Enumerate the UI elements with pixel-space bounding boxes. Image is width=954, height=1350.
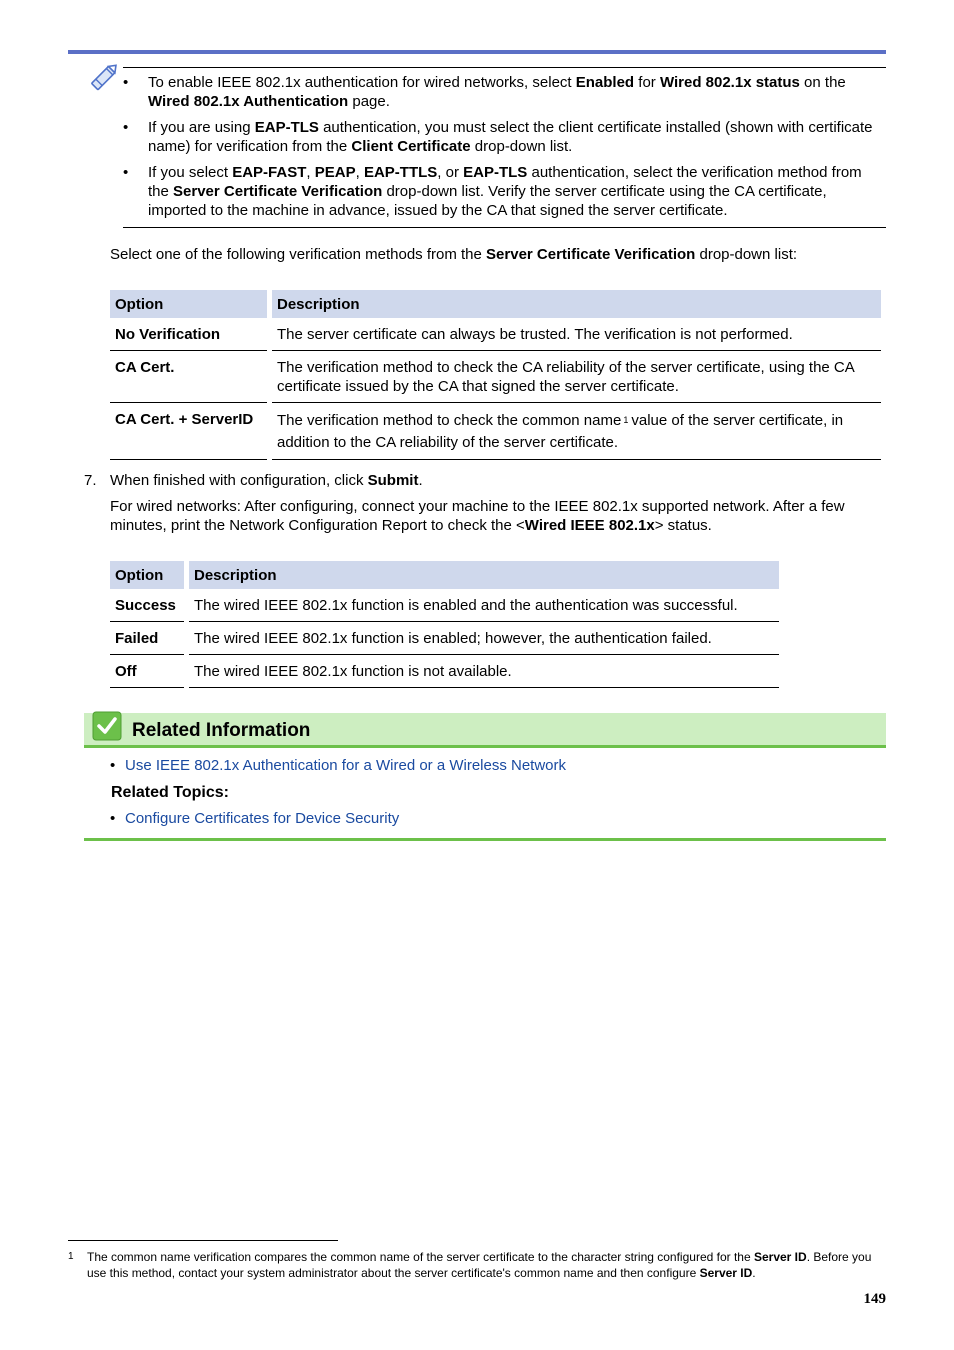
footnote-reference: 1 bbox=[623, 415, 629, 425]
option-cell: CA Cert. bbox=[110, 351, 267, 403]
bullet: • bbox=[110, 810, 116, 827]
bullet: • bbox=[110, 757, 116, 774]
description-cell: The wired IEEE 802.1x function is enabled; however, the authentication failed. bbox=[189, 622, 779, 655]
related-information-title: Related Information bbox=[132, 720, 311, 741]
note-item: • If you select EAP-FAST, PEAP, EAP-TTLS, or EAP-TLS authentication, select the verification method from the Server Certificate Verification drop-down list. Verify the server certificate using the CA certificate, imported to the machine in advance, issued by the CA that signed the server certificate. bbox=[123, 163, 886, 220]
option-cell: No Verification bbox=[110, 318, 267, 351]
footnote-text: The common name verification compares the common name of the server certificate to the character string configured for the Server ID. Before you use this method, contact your system administrator about the server certificate's common name and then configure Server ID. bbox=[87, 1250, 872, 1280]
top-bar bbox=[68, 50, 886, 54]
pencil-note-icon bbox=[88, 60, 122, 94]
table-row bbox=[110, 655, 779, 688]
option-cell: Success bbox=[110, 589, 184, 622]
checkmark-icon bbox=[92, 711, 122, 741]
description-cell: The wired IEEE 802.1x function is enabled and the authentication was successful. bbox=[189, 589, 779, 622]
step-text: When finished with configuration, click Submit. bbox=[110, 472, 423, 489]
option-cell: Off bbox=[110, 655, 184, 688]
table-row bbox=[110, 318, 881, 351]
note-item: • If you are using EAP-TLS authentication, you must select the client certificate installed (shown with certificate name) for verification from the Client Certificate drop-down list. bbox=[123, 118, 886, 156]
page-number: 149 bbox=[863, 1291, 886, 1307]
option-cell: CA Cert. + ServerID bbox=[110, 403, 267, 460]
description-cell: The wired IEEE 802.1x function is not available. bbox=[189, 655, 779, 688]
table-row bbox=[110, 351, 881, 403]
column-header-description: Description bbox=[272, 290, 881, 318]
table-row bbox=[110, 403, 881, 460]
related-information-section bbox=[84, 713, 886, 827]
table-row bbox=[110, 589, 779, 622]
note-item: • To enable IEEE 802.1x authentication for wired networks, select Enabled for Wired 802.1x status on the Wired 802.1x Authentication page. bbox=[123, 73, 886, 111]
footnote-number: 1 bbox=[68, 1251, 74, 1262]
link-ieee-8021x-authentication[interactable]: Use IEEE 802.1x Authentication for a Wired or a Wireless Network bbox=[125, 757, 567, 774]
verification-methods-table bbox=[110, 290, 881, 460]
related-topics-label: Related Topics: bbox=[111, 784, 229, 801]
option-cell: Failed bbox=[110, 622, 184, 655]
table-header-row bbox=[110, 561, 779, 589]
column-header-option: Option bbox=[110, 561, 184, 589]
footnote-rule bbox=[68, 1240, 338, 1241]
link-configure-certificates[interactable]: Configure Certificates for Device Security bbox=[125, 810, 400, 827]
related-information-header bbox=[84, 713, 886, 748]
description-cell: The verification method to check the CA reliability of the server certificate, using the CA certificate issued by the CA that signed the server certificate. bbox=[272, 351, 881, 403]
note-body bbox=[123, 67, 886, 228]
table-row bbox=[110, 622, 779, 655]
description-cell: The verification method to check the common name $^1$ value of the server certificate, in addition to the CA reliability of the server certificate. bbox=[272, 403, 881, 460]
column-header-option: Option bbox=[110, 290, 267, 318]
column-header-description: Description bbox=[189, 561, 779, 589]
wired-networks-paragraph: For wired networks: After configuring, connect your machine to the IEEE 802.1x supported network. After a few minutes, print the Network Configuration Report to check the <Wired IEEE 802.1x> status. bbox=[110, 498, 845, 534]
intro-paragraph: Select one of the following verification methods from the Server Certificate Verification drop-down list: bbox=[110, 246, 798, 263]
description-cell: The server certificate can always be trusted. The verification is not performed. bbox=[272, 318, 881, 351]
status-table bbox=[110, 561, 779, 688]
related-bottom-rule bbox=[84, 838, 886, 841]
step-number: 7. bbox=[84, 472, 97, 489]
table-header-row bbox=[110, 290, 881, 318]
